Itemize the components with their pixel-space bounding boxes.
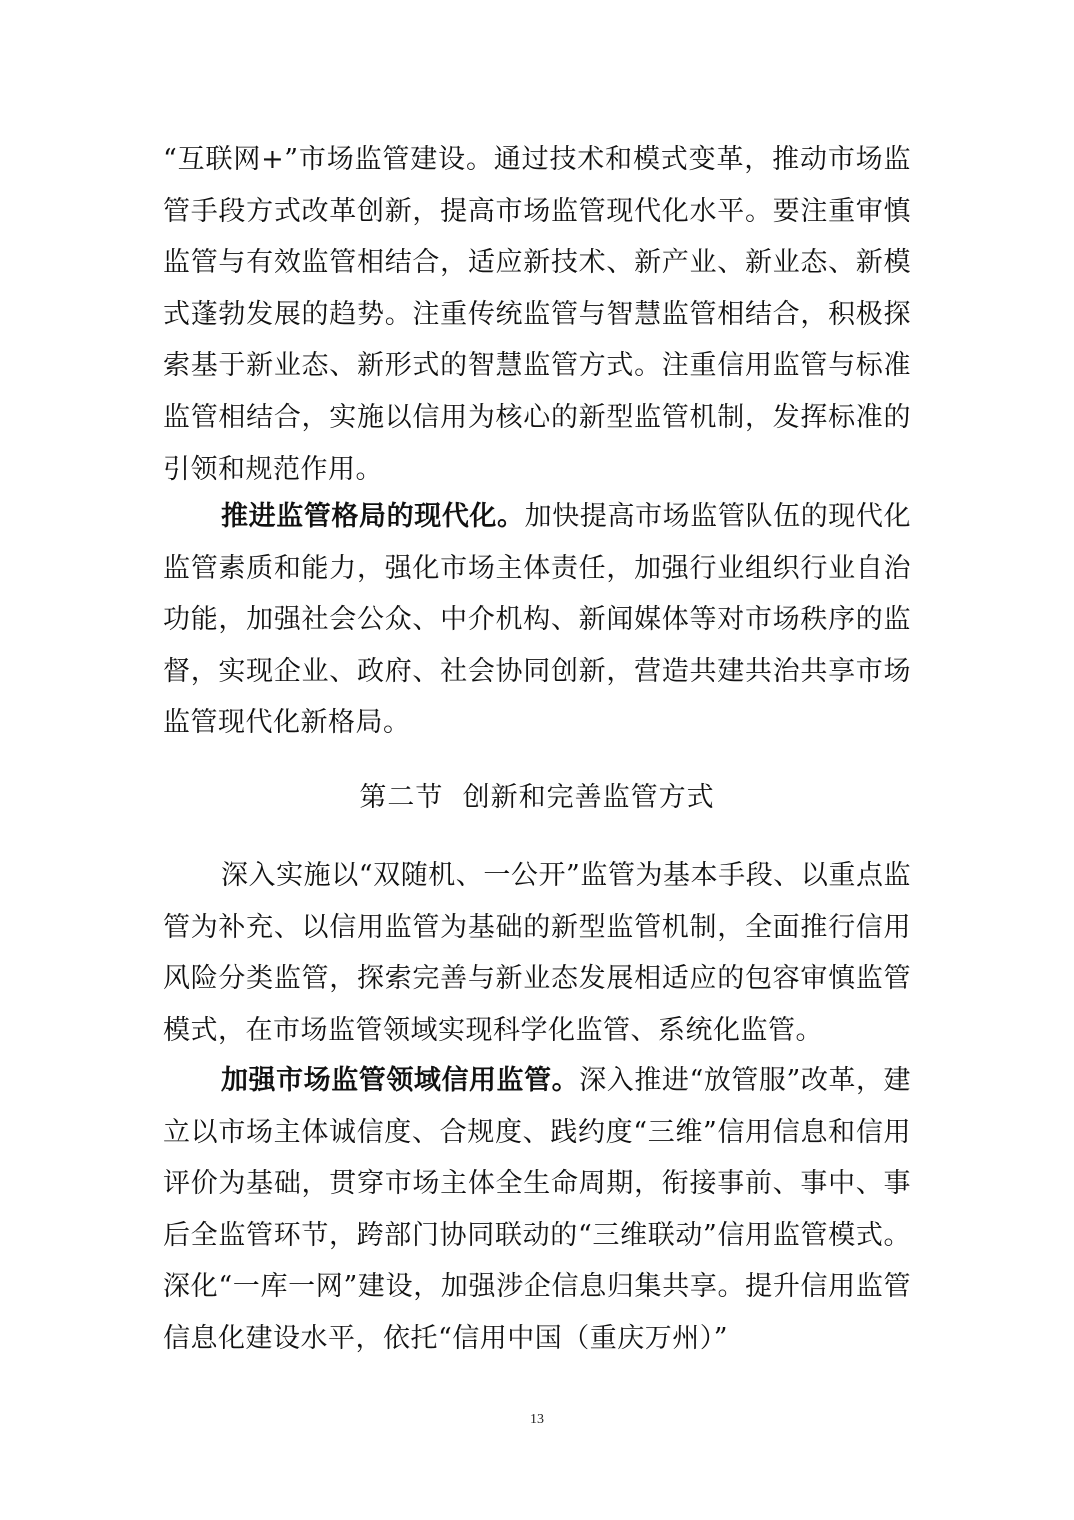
paragraph-text: 深入实施以“双随机、一公开”监管为基本手段、以重点监管为补充、以信用监管为基础的新型监管机制，全面推行信用风险分类监管，探索完善与新业态发展相适应的包容审慎监管模式，在市场监管领域实现科学化监管、系统化监管。 [163,860,911,1046]
paragraph-internet-plus [163,134,911,495]
paragraph-text: 深入推进“放管服”改革，建立以市场主体诚信度、合规度、践约度“三维”信用信息和信用评价为基础，贯穿市场主体全生命周期，衔接事前、事中、事后全监管环节，跨部门协同联动的“三维联动”信用监管模式。深化“一库一网”建设，加强涉企信息归集共享。提升信用监管信息化建设水平，依托“信用中国（重庆万州）” [163,1065,912,1354]
paragraph-modernize-pattern [163,491,911,749]
page-number: 13 [530,1412,544,1427]
paragraph-new-mechanism [163,850,911,1056]
paragraph-credit-supervision [163,1055,911,1365]
paragraph-text: 加快提高市场监管队伍的现代化监管素质和能力，强化市场主体责任，加强行业组织行业自治功能，加强社会公众、中介机构、新闻媒体等对市场秩序的监督，实现企业、政府、社会协同创新，营造共建共治共享市场监管现代化新格局。 [163,501,912,739]
paragraph-lead: 加强市场监管领域信用监管。 [221,1065,580,1096]
paragraph-lead: 推进监管格局的现代化。 [221,501,525,532]
section-heading: 第二节 创新和完善监管方式 [359,782,715,813]
paragraph-text: “互联网+”市场监管建设。通过技术和模式变革，推动市场监管手段方式改革创新，提高市场监管现代化水平。要注重审慎监管与有效监管相结合，适应新技术、新产业、新业态、新模式蓬勃发展的趋势。注重传统监管与智慧监管相结合，积极探索基于新业态、新形式的智慧监管方式。注重信用监管与标准监管相结合，实施以信用为核心的新型监管机制，发挥标准的引领和规范作用。 [163,144,911,485]
